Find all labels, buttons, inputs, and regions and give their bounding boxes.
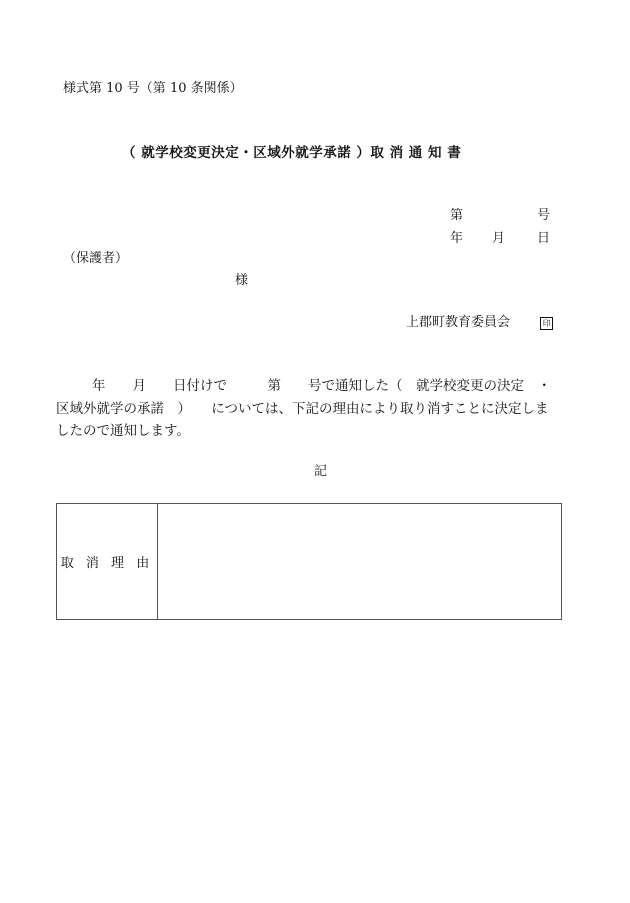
ki-marker: 記 bbox=[314, 464, 328, 479]
recipient-honorific: 様 bbox=[235, 273, 249, 288]
body-line-3: したので通知します。 bbox=[56, 423, 190, 439]
date-year: 年 bbox=[450, 231, 464, 246]
seal-mark: 印 bbox=[540, 317, 553, 330]
document-title: （ 就学校変更決定・区域外就学承諾 ）取 消 通 知 書 bbox=[122, 145, 462, 161]
reason-value bbox=[158, 504, 562, 620]
form-label: 様式第 10 号（第 10 条関係） bbox=[63, 81, 243, 96]
issuer-name: 上郡町教育委員会 bbox=[406, 315, 511, 330]
notice-number-dai: 第 bbox=[450, 208, 464, 223]
issuer bbox=[406, 316, 553, 330]
reason-table bbox=[56, 503, 562, 620]
body-line-1: 年 月 日付けで 第 号で通知した（ 就学校変更の決定 ・ bbox=[92, 378, 551, 394]
date-day: 日 bbox=[537, 231, 551, 246]
reason-label: 取 消 理 由 bbox=[57, 504, 158, 620]
date-month: 月 bbox=[492, 231, 506, 246]
body-line-2: 区域外就学の承諾 ） については、下記の理由により取り消すことに決定しま bbox=[56, 401, 549, 417]
recipient-label: （保護者） bbox=[63, 251, 129, 266]
reason-row bbox=[57, 504, 562, 620]
notice-number-go: 号 bbox=[537, 208, 551, 223]
